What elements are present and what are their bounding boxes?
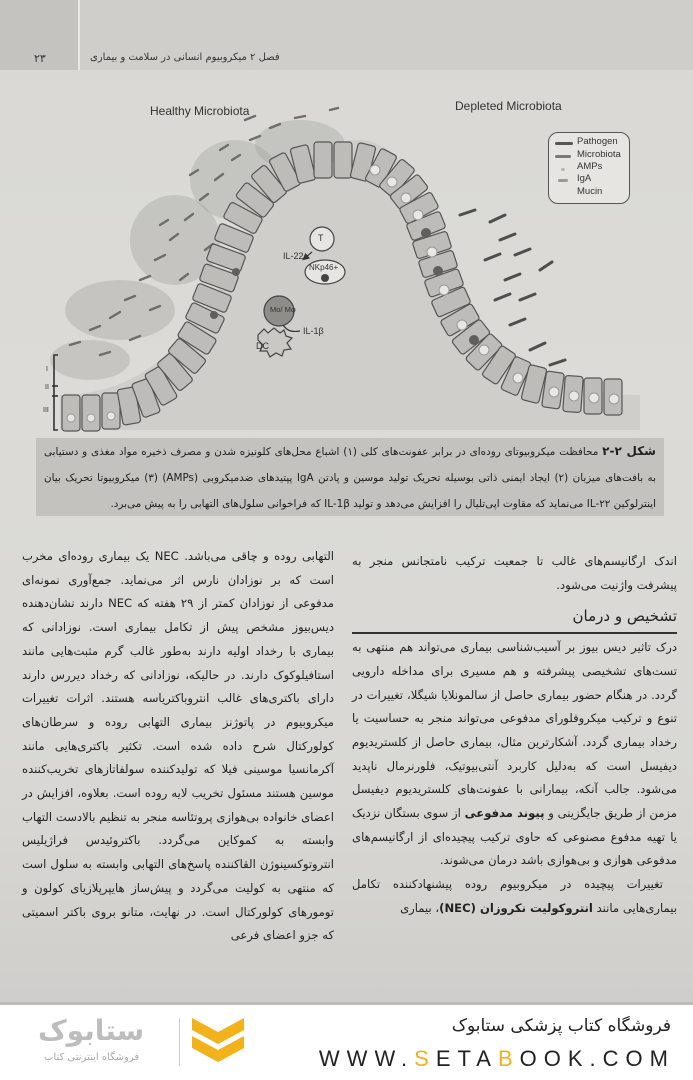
caption-label: شکل ۲-۲ — [602, 444, 656, 458]
layer-label-2: II — [45, 384, 49, 391]
figure-legend — [548, 132, 630, 204]
amps-icon — [561, 168, 565, 171]
intestinal-epithelium-illustration — [0, 0, 693, 440]
logo-separator — [179, 1018, 180, 1066]
setabook-tagline: فروشگاه اینترنتی کتاب — [44, 1052, 140, 1063]
url-accent: S — [414, 1046, 436, 1071]
label-il22: IL-22 — [283, 251, 304, 261]
label-il1b: IL-1β — [303, 326, 324, 336]
footer-divider — [0, 1002, 693, 1005]
para2-text-b: ، بیماری — [400, 900, 440, 915]
label-monocyte: Mo/ Mφ — [270, 305, 296, 314]
store-banner — [0, 1002, 693, 1080]
paragraph-diagnosis — [352, 636, 677, 873]
label-dc: DC — [256, 341, 269, 351]
para1-text-b: از سوی بستگان نزدیک یا تهیه مدفوع مصنوعی که حاوی ترکیب پیچیده‌ای از ارگانیسم‌های مدفوعی هوازی و بی‌هوازی باشد درمان می‌شوند. — [352, 806, 677, 868]
label-t-cell: T — [318, 233, 324, 243]
legend-pathogen: Pathogen — [577, 136, 618, 147]
layer-label-1: I — [46, 366, 48, 373]
right-column — [352, 550, 677, 921]
iga-icon — [558, 179, 568, 182]
caption-text: محافظت میکروبیوتای روده‌ای در برابر عفونت‌های کلی (۱) اشباع محل‌های کلونیزه شدن و مصرف ذخیره مواد مغذی و دستیابی به بافت‌های میزبان (۲) ایجاد ایمنی ذاتی بوسیله تحریک تولید موسین و پادتن IgA پپتیدهای ضدمیکروبی (AMPs) (۳) میکروبیوتا تحریک بیان اینترلوکین IL-۲۲ می‌نماید که مقاوت اپی‌تلیال را افزایش می‌دهد و تولید IL-1β که فراخوانی سلول‌های التهابی را به پیش می‌برد. — [44, 446, 656, 510]
page-number: ۲۳ — [34, 52, 46, 65]
section-heading-diagnosis: تشخیص و درمان — [352, 605, 677, 634]
legend-iga: IgA — [577, 173, 592, 184]
para1-text-a: درک تاثیر دیس بیوز بر آسیب‌شناسی بیماری می‌تواند هم منتهی به تست‌های تشخیصی پیشرفته و هم مسیری برای مداخله دارویی گردد. در هنگام حضور بیماری حاصل از سالمونلایا شیگلا، تغییرات در تنوع و ترکیب میکروفلورای مدفوعی می‌تواند منجر به حساسیت یا رخداد بیماری گردد. آشکارترین مثال، بیماری حاصل از کلستریدیوم دیفیسل است که به‌دلیل کاربرد آنتی‌بیوتیک، فلورنرمال ناپدید می‌شود. جالب آنکه، بیمارانی با عفونت‌های کلستریدیوم دیفیسل مزمن از طریق جایگزینی و — [352, 640, 678, 821]
store-url[interactable] — [319, 1046, 675, 1072]
para2-text-a: تغییرات پیچیده در میکروبیوم روده پیشنهادکننده تکامل بیماری‌هایی مانند — [352, 877, 677, 915]
legend-mucin: Mucin — [577, 186, 603, 197]
running-head: فصل ۲ میکروبیوم انسانی در سلامت و بیماری — [90, 52, 280, 63]
figure-caption — [36, 438, 664, 516]
figure-title-depleted: Depleted Microbiota — [455, 99, 562, 113]
url-part: OOK.COM — [519, 1046, 675, 1071]
store-name: فروشگاه کتاب پزشکی ستابوک — [451, 1016, 671, 1036]
microbiota-icon — [555, 155, 571, 158]
layer-label-3: III — [43, 407, 49, 414]
url-accent: B — [497, 1046, 520, 1071]
setabook-shield-icon — [190, 1016, 246, 1066]
url-part: ETA — [435, 1046, 498, 1071]
term-fecal-transplant: پیوند مدفوعی — [464, 806, 545, 821]
left-column — [22, 545, 334, 948]
url-part: WWW. — [318, 1046, 415, 1071]
label-nkp46: NKp46+ — [309, 263, 339, 272]
paragraph-nec — [352, 873, 677, 920]
legend-amps: AMPs — [577, 161, 603, 172]
figure-title-healthy: Healthy Microbiota — [150, 104, 250, 118]
term-nec: انتروکولیت نکروزان (NEC) — [439, 900, 593, 915]
paragraph-left: التهابی روده و چاقی می‌باشد. NEC یک بیماری روده‌ای مخرب است که بر نوزادان نارس اثر می‌نماید. جمع‌آوری نمونه‌ای مدفوعی از نوزادان کمتر از ۲۹ هفته که NEC دارند نشان‌دهنده دیس‌بیوز مشخص پیش از تکامل بیماری است. نوزادانی که بیماری با رخداد اولیه دارند به‌طور غالب گرم مثبت‌هایی مانند استافیلوکوک دارند. در حالیکه، نوزادانی که رخداد دیررس دارند دارای باکتری‌های غالب انتروباکتریاسه هستند. اثرات تغییرات میکروبیوم در پاتوژنز بیماری التهابی روده و سرطان‌های کولورکتال شرح داده شده است. تکثیر باکتری‌هایی مانند آکرمانسیا موسینی فیلا که تولیدکننده سولفاتازهای تخریب‌کننده موسین هستند مسئول تخریب لایه روده است. بعلاوه، افزایش در اعضای خانواده بی‌هوازی پروتئاسه منجر به تنظیم بالادست التهاب وابسته به کموکاین می‌گردد. باکتروئیدس فراژیلیس انتروتوکسینوژن القاکننده پاسخ‌های التهابی وابسته به سلول است که منتهی به کولیت می‌گردد و پیش‌ساز هایپرپلازیای کولون و تومورهای کولورکتال است. در نهایت، متانو بروی باکتر اسمیتی که جزو اعضای فرعی — [22, 549, 335, 943]
setabook-logo-text: ستابوک — [38, 1014, 145, 1047]
legend-microbiota: Microbiota — [577, 149, 621, 160]
pathogen-icon — [555, 142, 573, 145]
intro-paragraph: اندک ارگانیسم‌های غالب تا جمعیت ترکیب نامتجانس منجر به پیشرفت واژنیت می‌شود. — [352, 554, 677, 592]
